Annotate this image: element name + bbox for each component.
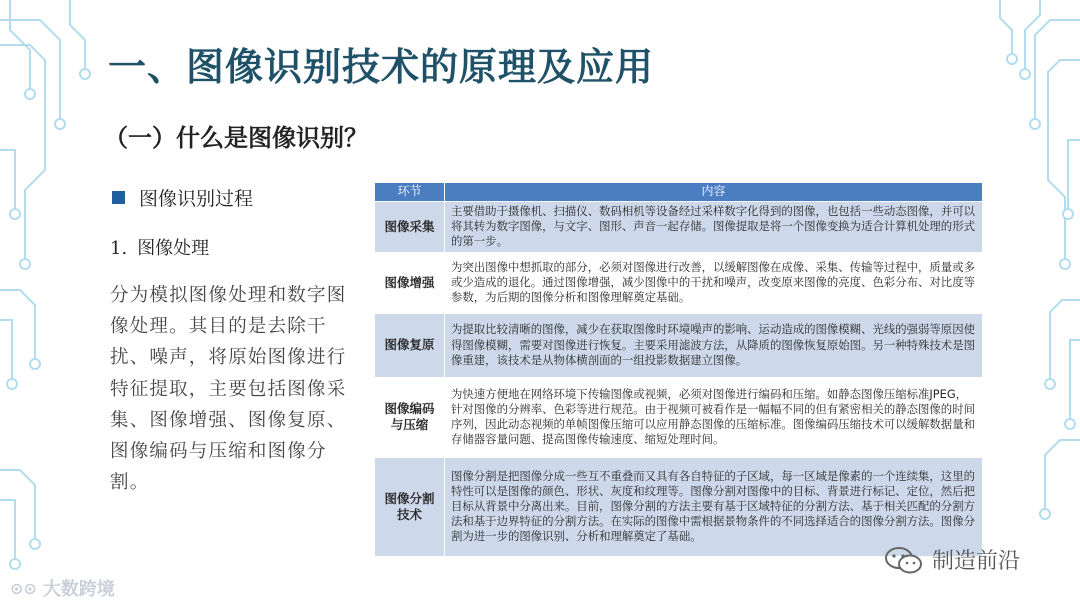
body-paragraph: 分为模拟图像处理和数字图像处理。其目的是去除干扰、噪声，将原始图像进行特征提取，主要包括图像采集、图像增强、图像复原、图像编码与压缩和图像分割。 <box>110 285 347 494</box>
table-row <box>375 313 983 377</box>
link-icon: ⊙⊙ <box>10 578 37 598</box>
watermark-right <box>884 544 1020 575</box>
header-stage: 环节 <box>375 183 445 202</box>
section-number: 1. <box>110 238 128 259</box>
row-content: 主要借助于摄像机、扫描仪、数码相机等设备经过采样数字化得到的图像，也包括一些动态图像，并可以将其转为数字图像，与文字、图形、声音一起存储。图像提取是将一个图像变换为适合计算机处理的形式的第一步。 <box>445 202 983 253</box>
table-header-row <box>375 183 983 202</box>
bullet-text: 图像识别过程 <box>139 188 254 210</box>
bullet-heading <box>112 184 253 211</box>
table-row <box>375 252 983 313</box>
watermark-left <box>10 575 115 601</box>
watermark-right-text: 制造前沿 <box>932 549 1021 574</box>
section-label: 图像处理 <box>137 238 210 259</box>
row-content: 图像分割是把图像分成一些互不重叠而又具有各自特征的子区域，每一区域是像素的一个连续集，这里的特性可以是图像的颜色、形状、灰度和纹理等。图像分割对图像中的目标、背景进行标记、定位，然后把目标从背景中分离出来。目前，图像分割的方法主要有基于区域特征的分割方法、基于相关匹配的分割方法和基于边界特征的分割方法。在实际的图像中需根据景物条件的不同选择适合的图像分割方法。图像分割为进一步的图像识别、分析和理解奠定了基础。 <box>445 457 983 556</box>
wechat-icon <box>884 545 924 575</box>
row-stage: 图像复原 <box>375 313 445 377</box>
row-stage: 图像增强 <box>375 252 445 313</box>
row-stage: 图像编码与压缩 <box>375 377 445 457</box>
row-content: 为突出图像中想抓取的部分，必须对图像进行改善，以缓解图像在成像、采集、传输等过程中，质量或多或少造成的退化。通过图像增强，减少图像中的干扰和噪声，改变原来图像的亮度、色彩分布、对比度等参数，为后期的图像分析和图像理解奠定基础。 <box>445 252 983 313</box>
row-content: 为快速方便地在网络环境下传输图像或视频，必须对图像进行编码和压缩。如静态图像压缩标准JPEG，针对图像的分辨率、色彩等进行规范。由于视频可被看作是一幅幅不同的但有紧密相关的静态图像的时间序列，因此动态视频的单帧图像压缩可以应用静态图像的压缩标准。图像编码压缩技术可以缓解数据量和存储器容量问题、提高图像传输速度、缩短处理时间。 <box>445 377 983 457</box>
slide-title: 一、图像识别技术的原理及应用 <box>108 44 655 89</box>
row-content: 为提取比较清晰的图像，减少在获取图像时环境噪声的影响、运动造成的图像模糊、光线的强弱等原因使得图像模糊，需要对图像进行恢复。主要采用滤波方法，从降质的图像恢复原始图。另一种特殊技术是图像重建，该技术是从物体横剖面的一组投影数据建立图像。 <box>445 313 983 377</box>
table-row <box>375 202 983 253</box>
table-row <box>375 377 983 457</box>
row-stage: 图像采集 <box>375 202 445 253</box>
slide-subtitle: （一）什么是图像识别？ <box>104 124 368 152</box>
square-bullet-icon <box>112 191 125 204</box>
section-heading <box>110 234 209 260</box>
watermark-left-text: 大数跨境 <box>42 579 115 600</box>
row-stage: 图像分割技术 <box>375 457 445 556</box>
process-table <box>374 182 983 557</box>
table-row <box>375 457 983 556</box>
header-content: 内容 <box>445 183 983 202</box>
